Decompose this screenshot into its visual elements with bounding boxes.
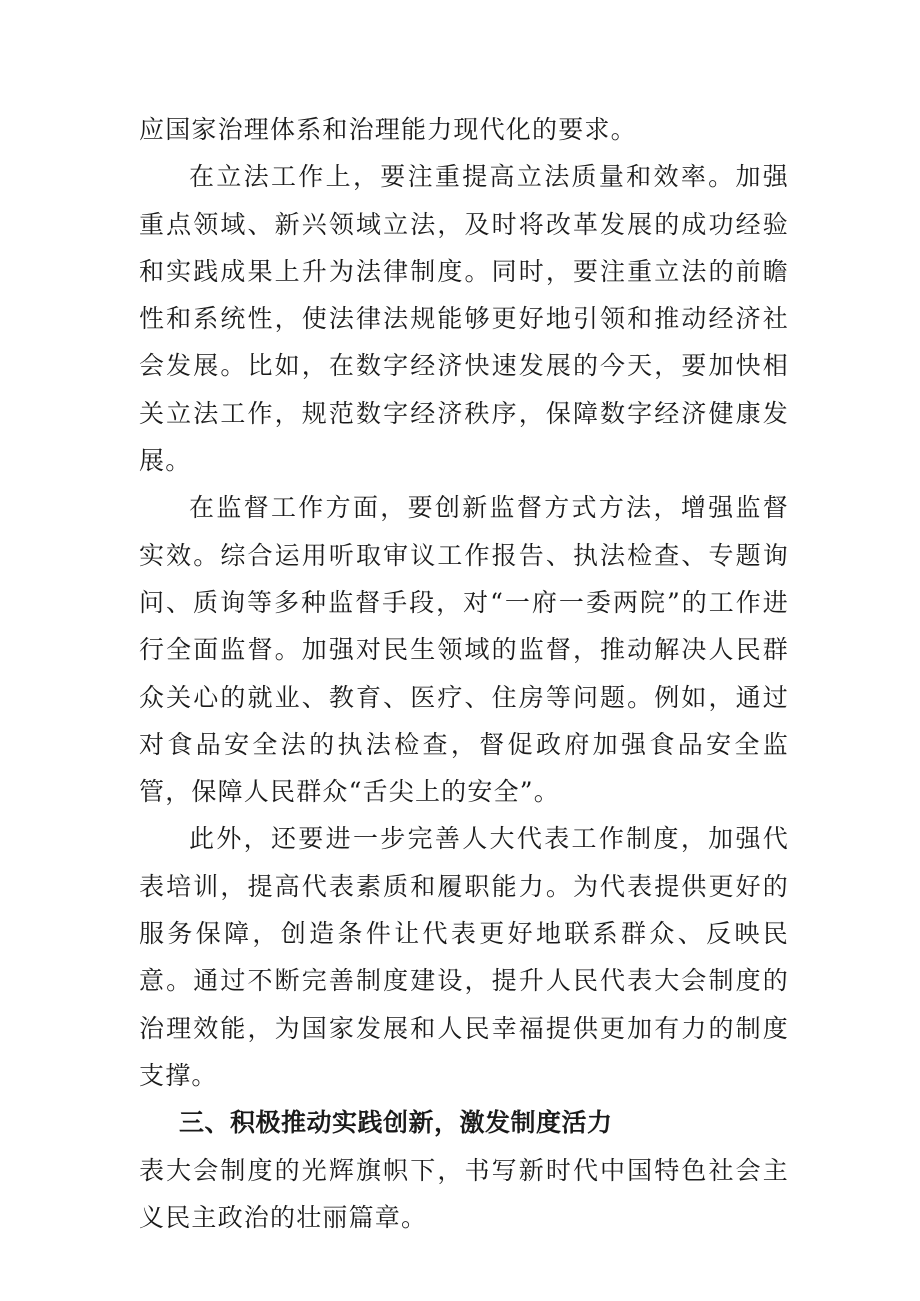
document-body xyxy=(139,106,789,1241)
paragraph-legislation: 在立法工作上，要注重提高立法质量和效率。加强重点领域、新兴领域立法，及时将改革发展的成功经验和实践成果上升为法律制度。同时，要注重立法的前瞻性和系统性，使法律法规能够更好地引领和推动经济社会发展。比如，在数字经济快速发展的今天，要加快相关立法工作，规范数字经济秩序，保障数字经济健康发展。 xyxy=(139,162,789,476)
paragraph-closing: 表大会制度的光辉旗帜下，书写新时代中国特色社会主义民主政治的壮丽篇章。 xyxy=(139,1155,789,1232)
paragraph-deputies: 此外，还要进一步完善人大代表工作制度，加强代表培训，提高代表素质和履职能力。为代表提供更好的服务保障，创造条件让代表更好地联系群众、反映民意。通过不断完善制度建设，提升人民代表大会制度的治理效能，为国家发展和人民幸福提供更加有力的制度支撑。 xyxy=(139,824,789,1090)
paragraph-supervision: 在监督工作方面，要创新监督方式方法，增强监督实效。综合运用听取审议工作报告、执法检查、专题询问、质询等多种监督手段，对“一府一委两院”的工作进行全面监督。加强对民生领域的监督，推动解决人民群众关心的就业、教育、医疗、住房等问题。例如，通过对食品安全法的执法检查，督促政府加强食品安全监管，保障人民群众“舌尖上的安全”。 xyxy=(139,493,789,807)
section-heading: 三、积极推动实践创新，激发制度活力 xyxy=(179,1108,613,1138)
paragraph-continuation: 应国家治理体系和治理能力现代化的要求。 xyxy=(139,115,637,144)
